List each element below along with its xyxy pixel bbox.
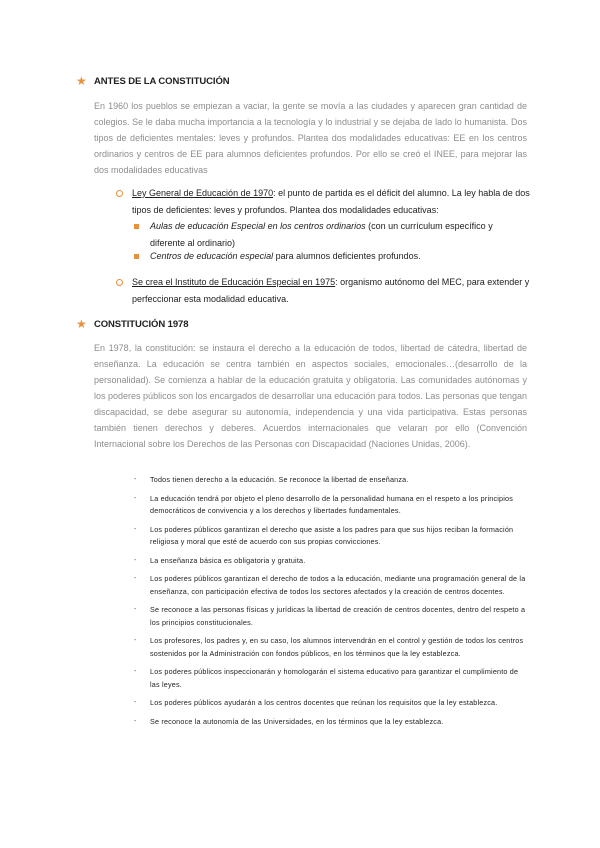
sub-item-italic: Aulas de educación Especial en los centros ordinarios xyxy=(150,221,366,231)
list-item: - Los poderes públicos inspeccionarán y homologarán el sistema educativo para garantizar el cumplimiento de las leyes. xyxy=(134,667,519,689)
section-heading-antes xyxy=(76,75,230,87)
list-item: - Se reconoce a las personas físicas y jurídicas la libertad de creación de centros docentes, dentro del respeto a los principios constitucionales. xyxy=(134,605,526,627)
star-bullet-icon: ★ xyxy=(76,317,87,331)
list-item: - Los poderes públicos garantizan el derecho que asiste a los padres para que sus hijos reciban la formación religiosa y moral que esté de acuerdo con sus propias convicciones. xyxy=(134,524,514,546)
list-item: - Todos tienen derecho a la educación. Se reconoce la libertad de enseñanza. xyxy=(134,475,409,484)
sublist-item-centros xyxy=(150,248,530,265)
sublist-item-aulas xyxy=(150,218,530,251)
list-item: - Se reconoce la autonomía de las Universidades, en los términos que la ley establezca. xyxy=(134,716,444,726)
item-title: Ley General de Educación de 1970 xyxy=(132,188,274,198)
list-item: - La enseñanza básica es obligatoria y gratuita. xyxy=(134,555,306,565)
section1-paragraph: En 1960 los pueblos se empiezan a vaciar, la gente se movía a las ciudades y aparecen gran cantidad de colegios. Se le daba mucha importancia a la tecnología y lo industrial y se dejaba de lado lo humanista. Dos tipos de deficientes mentales: leves y profundos. Plantea dos modalidades educativas: EE en los centros ordinarios y centros de EE para alumnos deficientes profundos. Por ello se creó el INEE, para mejorar las dos modalidades educativas xyxy=(94,101,527,175)
list-item: - Los poderes públicos ayudarán a los centros docentes que reúnan los requisitos que la ley establezca. xyxy=(134,698,498,707)
square-bullet-icon xyxy=(134,224,139,229)
sub-item-italic: Centros de educación especial xyxy=(150,251,274,261)
list-item: - Los profesores, los padres y, en su caso, los alumnos intervendrán en el control y gestión de todos los centros sostenidos por la Administración con fondos públicos, en los términos que la ley establezca. xyxy=(134,636,524,658)
circle-bullet-icon xyxy=(116,190,123,197)
section-heading-constitucion xyxy=(76,318,188,330)
list-item: - Los poderes públicos garantizan el derecho de todos a la educación, mediante una programación general de la enseñanza, con participación efectiva de todos los sectores afectados y la creación de centros docentes. xyxy=(134,574,526,596)
item-text: : el punto de partida es el déficit del alumno. La ley habla de dos tipos de deficientes: leves y profundos. Plantea dos modalidades educativas: xyxy=(132,188,530,215)
heading-text: CONSTITUCIÓN 1978 xyxy=(94,318,189,330)
item-text: : organismo autónomo del MEC, para extender y perfeccionar esta modalidad educativa. xyxy=(132,277,530,304)
sub-item-text: (con un currículum específico y diferente al ordinario) xyxy=(150,221,493,248)
list-item: - La educación tendrá por objeto el pleno desarrollo de la personalidad humana en el respeto a los principios democráticos de convivencia y a los derechos y libertades fundamentales. xyxy=(134,493,514,515)
list-item-ley-general xyxy=(132,185,530,218)
sub-item-text: para alumnos deficientes profundos. xyxy=(273,251,421,261)
list-item-instituto xyxy=(132,274,530,307)
square-bullet-icon xyxy=(134,254,139,259)
section2-paragraph: En 1978, la constitución: se instaura el derecho a la educación de todos, libertad de cátedra, libertad de enseñanza. La educación se centra también en aspectos sociales, emocionales…(desarrollo de la personalidad). Se comienza a hablar de la educación gratuita y obligatoria. Las comunidades autónomas y los poderes públicos son los encargados de desarrollar una educación para todos. Las personas que tengan discapacidad, se debe asegurar su autonomía, independencia y una vida participativa. Estas personas también tienen derechos y deberes. Acuerdos internacionales que velaran por ello (Convención Internacional sobre los Derechos de las Personas con Discapacidad (Naciones Unidas, 2006). xyxy=(94,343,527,449)
heading-text: ANTES DE LA CONSTITUCIÓN xyxy=(94,75,230,87)
constitution-articles-list xyxy=(134,474,530,734)
circle-bullet-icon xyxy=(116,279,123,286)
star-bullet-icon: ★ xyxy=(76,74,87,88)
item-title: Se crea el Instituto de Educación Especial en 1975 xyxy=(132,277,336,287)
